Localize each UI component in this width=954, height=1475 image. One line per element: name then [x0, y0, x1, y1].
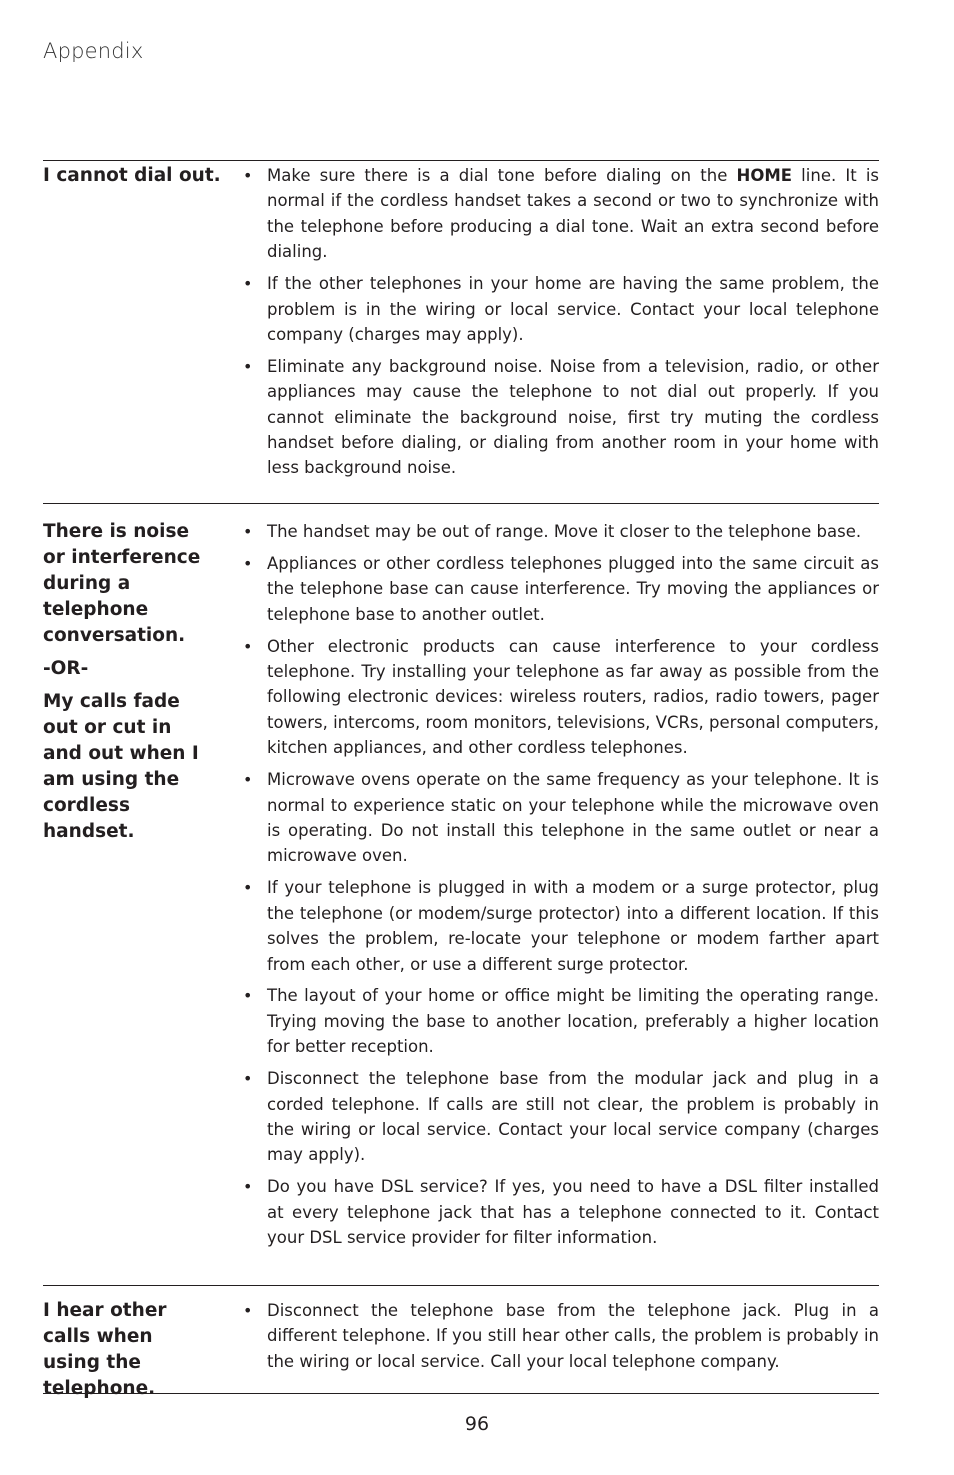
section-divider [43, 503, 879, 504]
issue-heading [43, 519, 213, 852]
solution-item: • The handset may be out of range. Move it closer to the telephone base. [241, 519, 879, 544]
page-header-title: Appendix [43, 39, 144, 63]
home-key-label: HOME [736, 166, 793, 185]
solution-item: • If your telephone is plugged in with a modem or a surge protector, plug the telephone (or modem/surge protector) into a different location. If this solves the problem, re-locate your telephone or modem farther apart from each other, or use a different surge protector. [241, 875, 879, 977]
solution-item: • Appliances or other cordless telephones plugged into the same circuit as the telephone base can cause interference. Try moving the appliances or telephone base to another outlet. [241, 551, 879, 627]
section-divider [43, 1285, 879, 1286]
issue-text: There is noise or interference during a telephone conversation. [43, 521, 201, 646]
issue-text: My calls fade out or cut in and out when I am using the cordless handset. [43, 691, 199, 842]
issue-text: I hear other calls when using the telephone. [43, 1300, 167, 1399]
issue-or-separator: -OR- [43, 658, 89, 679]
solution-text: line. It is normal if the cordless handset takes a second or two to synchronize with the telephone before producing a dial tone. Wait an extra second before dialing. [267, 166, 880, 262]
solution-item: • The layout of your home or office might be limiting the operating range. Trying moving the base to another location, preferably a higher location for better reception. [241, 983, 879, 1059]
solution-item: • If the other telephones in your home are having the same problem, the problem is in the wiring or local service. Contact your local telephone company (charges may apply). [241, 271, 879, 347]
solution-item: • Eliminate any background noise. Noise from a television, radio, or other appliances may cause the telephone to not dial out properly. If you cannot eliminate the background noise, first try muting the cordless handset before dialing, or dialing from another room in your home with less background noise. [241, 354, 879, 481]
solution-item [241, 163, 879, 265]
solution-list [241, 163, 879, 487]
solution-list [241, 519, 879, 1257]
issue-heading [43, 163, 223, 196]
solution-item: • Microwave ovens operate on the same frequency as your telephone. It is normal to experience static on your telephone while the microwave oven is operating. Do not install this telephone in the same outlet or near a microwave oven. [241, 767, 879, 869]
section-divider [43, 1393, 879, 1394]
solution-item: • Disconnect the telephone base from the telephone jack. Plug in a different telephone. If you still hear other calls, the problem is probably in the wiring or local service. Call your local telephone company. [241, 1298, 879, 1374]
solution-list [241, 1298, 879, 1381]
solution-item: • Other electronic products can cause interference to your cordless telephone. Try installing your telephone as far away as possible from the following electronic devices: wireless routers, radios, radio towers, pager towers, intercoms, room monitors, televisions, VCRs, personal computers, kitchen appliances, and other cordless telephones. [241, 634, 879, 761]
issue-text: I cannot dial out. [43, 165, 221, 186]
solution-text: Make sure there is a dial tone before dialing on the [267, 166, 737, 185]
solution-item: • Do you have DSL service? If yes, you need to have a DSL filter installed at every telephone jack that has a telephone connected to it. Contact your DSL service provider for filter information. [241, 1174, 879, 1250]
solution-item: • Disconnect the telephone base from the modular jack and plug in a corded telephone. If calls are still not clear, the problem is probably in the wiring or local service. Contact your local service company (charges may apply). [241, 1066, 879, 1168]
section-divider [43, 160, 879, 161]
page-number: 96 [464, 1413, 490, 1435]
